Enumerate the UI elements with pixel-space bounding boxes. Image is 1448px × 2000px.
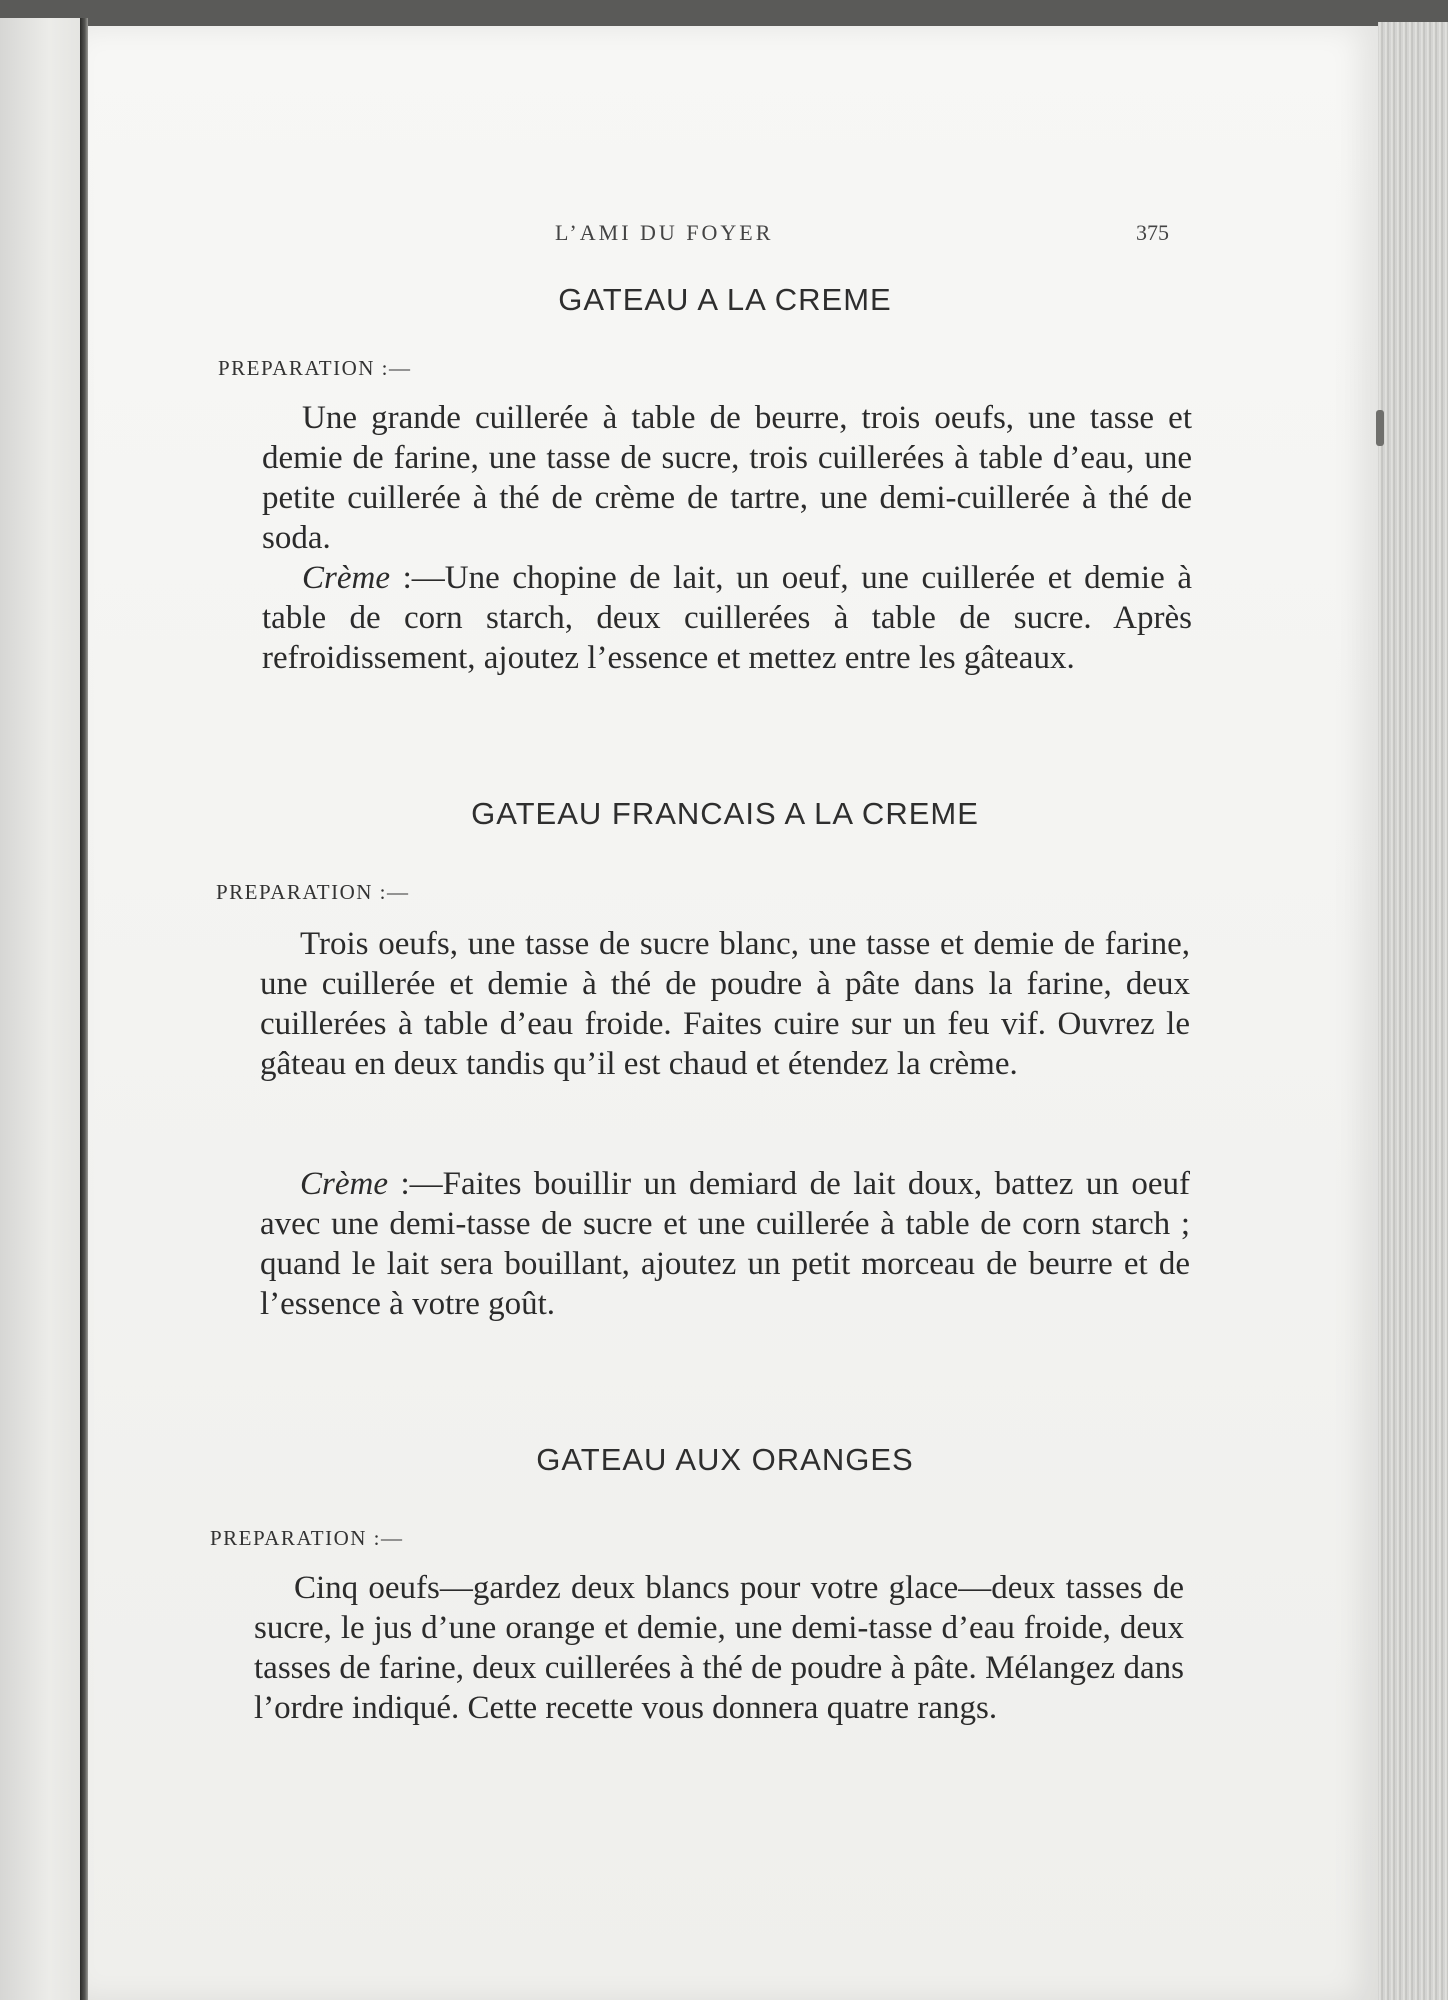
recipe-title-gateau-creme: GATEAU A LA CREME <box>558 282 892 317</box>
page-number: 375 <box>1136 220 1169 245</box>
book-gutter <box>80 18 88 2000</box>
recipe-title-gateau-oranges: GATEAU AUX ORANGES <box>536 1442 914 1477</box>
creme-paragraph <box>260 1164 1190 1324</box>
prep-label: PREPARATION :— <box>216 880 410 904</box>
creme-label: Crème <box>302 560 390 596</box>
creme-text: :—Faites bouillir un demiard de lait doux, battez un oeuf avec une demi-tasse de sucre et une cuillerée à table de corn starch ; quand le lait sera bouillant, ajoutez un petit morceau de beurre et de l’essence à votre goût. <box>260 1166 1190 1322</box>
page-stack-edge <box>1378 22 1448 2000</box>
creme-text: :—Une chopine de lait, un oeuf, une cuillerée et demie à table de corn starch, deux cuillerées à table de sucre. Après refroidissement, ajoutez l’essence et mettez entre les gâteaux. <box>262 560 1192 676</box>
page-mark <box>1376 410 1384 446</box>
recipe-paragraph: Cinq oeufs—gardez deux blancs pour votre glace—deux tasses de sucre, le jus d’une orange et demie, une demi-tasse d’eau froide, deux tasses de farine, deux cuillerées à thé de poudre à pâte. Mélangez dans l’ordre indiqué. Cette recette vous donnera quatre rangs. <box>254 1570 1184 1726</box>
prep-label: PREPARATION :— <box>210 1526 404 1550</box>
creme-label: Crème <box>300 1166 388 1202</box>
prep-label: PREPARATION :— <box>218 356 412 380</box>
recipe-title-gateau-francais: GATEAU FRANCAIS A LA CREME <box>471 796 979 831</box>
recipe-paragraph: Trois oeufs, une tasse de sucre blanc, une tasse et demie de farine, une cuillerée et demie à thé de poudre à pâte dans la farine, deux cuillerées à table d’eau froide. Faites cuire sur un feu vif. Ouvrez le gâteau en deux tandis qu’il est chaud et étendez la crème. <box>260 926 1190 1082</box>
recipe-paragraph: Une grande cuillerée à table de beurre, trois oeufs, une tasse et demie de farine, une tasse de sucre, trois cuillerées à table d’eau, une petite cuillerée à thé de crème de tartre, une demi-cuillerée à thé de soda. <box>262 400 1192 556</box>
creme-paragraph <box>262 558 1192 678</box>
running-head: L’AMI DU FOYER <box>555 220 774 245</box>
left-page-edge <box>0 18 82 2000</box>
